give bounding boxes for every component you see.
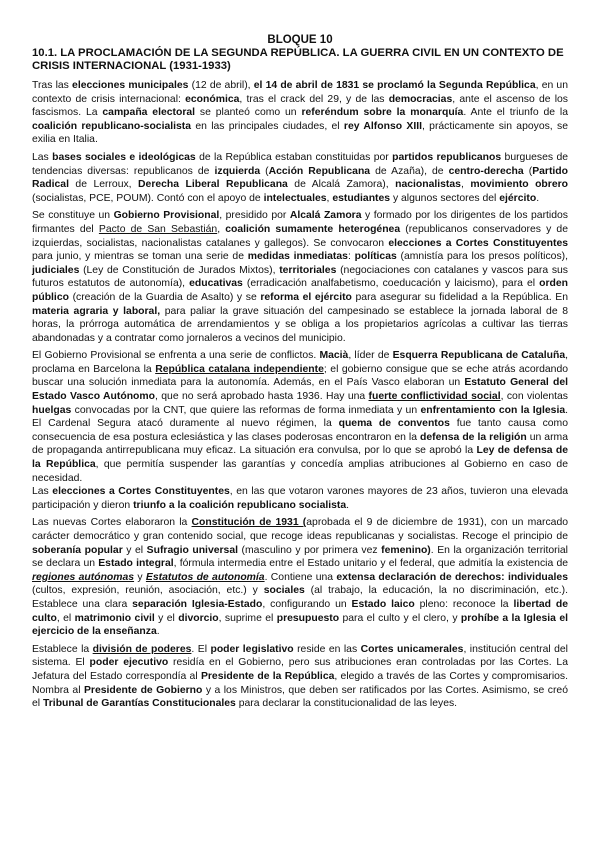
bold-text: Estatutos de autonomía xyxy=(145,571,265,583)
text-run: (masculino y por primera vez xyxy=(238,544,382,556)
text-run: (erradicación analfabetismo, coeducación y laicismo), para el xyxy=(242,278,540,290)
text-run: ( xyxy=(523,165,533,177)
text-run: un arma de propaganda antirrepublicana muy eficaz. La situación era convulsa, por lo que se aprobó la xyxy=(32,431,568,457)
paragraph xyxy=(32,485,568,512)
bold-text: rey Alfonso XIII xyxy=(343,120,422,132)
text-run: de la República estaban constituidas por xyxy=(195,151,393,163)
bold-text: Esquerra Republicana de Cataluña xyxy=(392,350,566,362)
bold-text: medidas inmediatas xyxy=(247,251,348,263)
text-run: El Gobierno Provisional se enfrenta a una serie de conflictos. xyxy=(32,350,320,362)
paragraph xyxy=(32,209,568,345)
text-run: y el xyxy=(154,612,179,624)
text-run: , xyxy=(326,192,333,204)
bold-text: partidos republicanos xyxy=(392,151,502,163)
text-run: (cultos, expresión, reunión, asociación, etc.) y xyxy=(32,585,264,597)
bold-text: Constitución de 1931 ( xyxy=(191,517,307,529)
text-run: . Contiene una xyxy=(264,571,337,583)
text-run: Se constituye un xyxy=(32,210,114,222)
text-run: para declarar la constitucionalidad de las leyes. xyxy=(235,698,458,710)
text-run: y el xyxy=(122,544,147,556)
paragraph xyxy=(32,349,568,485)
bold-text: divorcio xyxy=(178,612,219,624)
bold-text: Gobierno Provisional xyxy=(113,210,220,222)
text-run: , presidido por xyxy=(219,210,290,222)
bold-text: ejército xyxy=(499,192,537,204)
text-run: para el culto y el clero, y xyxy=(339,612,461,624)
text-run: , ante el ascenso de los fascismos. La xyxy=(32,93,568,119)
text-run: Las xyxy=(32,151,53,163)
bold-text: políticas xyxy=(354,251,397,263)
text-run: (12 de abril), xyxy=(188,80,254,91)
bold-text: huelgas xyxy=(32,404,72,416)
bold-text: fuerte conflictividad social xyxy=(368,391,501,403)
text-run: , que permitía suspender las garantías y concedía amplias atribuciones al Gobierno en caso de necesidad. xyxy=(32,459,568,484)
bold-text: Macià xyxy=(319,350,349,362)
bold-text: Alcalá Zamora xyxy=(289,210,362,222)
paragraph xyxy=(32,643,568,711)
text-run: para asegurar su fidelidad a la República. En xyxy=(351,291,568,303)
bold-text: bases sociales e ideológicas xyxy=(52,151,196,163)
bold-text: estudiantes xyxy=(332,192,391,204)
text-run: , en las que votaron varones mayores de 23 años, tuvieron una elevada participación y dieron xyxy=(32,486,569,511)
text-run: . xyxy=(156,626,160,638)
text-run: y algunos sectores del xyxy=(390,192,500,204)
paragraph xyxy=(32,151,568,205)
bold-text: educativas xyxy=(189,278,243,290)
text-run: . El xyxy=(191,643,211,655)
text-run: , con violentas xyxy=(500,391,568,403)
text-run: (republicanos conservadores y de izquierdas, socialistas, nacionalistas catalanes y gallegos). Se convocaron xyxy=(32,223,568,249)
bold-text: prohíbe a la Iglesia el ejercicio de la enseñanza xyxy=(32,612,568,638)
text-run: residía en el Gobierno, pero sus atribuciones eran controladas por las Cortes. La Jefatura del Estado correspondía al xyxy=(32,657,568,682)
bold-text: regiones autónomas xyxy=(32,571,135,583)
text-run: (Ley de Constitución de Jurados Mixtos), xyxy=(79,264,280,276)
text-run: , líder de xyxy=(348,350,393,362)
bold-text: orden público xyxy=(32,278,568,303)
text-run: . En la organización territorial se declara un xyxy=(32,544,568,570)
text-run: , elegido a través de las Cortes y compromisarios. Nombra al xyxy=(32,670,568,696)
bold-text: Tribunal de Garantías Constitucionales xyxy=(42,698,236,710)
text-run: , configurando un xyxy=(262,598,352,610)
bold-text: poder legislativo xyxy=(210,643,294,655)
bold-text: femenino) xyxy=(381,544,431,556)
bold-text: Estatuto General del Estado Vasco Autónomo xyxy=(32,377,568,403)
bold-text: coalición sumamente heterogénea xyxy=(225,223,401,235)
text-run: , proclama en Barcelona la xyxy=(32,350,568,375)
bold-text: Estado integral xyxy=(98,558,174,570)
text-run: de Azaña), de xyxy=(370,165,449,177)
text-run: para paliar la grave situación del campesinado se establece la jornada laboral de 8 horas, la prórroga automática de arrendamientos y se obliga a los propietarios agrícolas a cultivar las tierras abandonadas y a contratar como jornaleros a vecinos del municipio. xyxy=(32,305,568,344)
bold-text: matrimonio civil xyxy=(74,612,155,624)
bold-text: Ley de defensa de la República xyxy=(32,445,568,471)
text-run: Las xyxy=(32,486,53,498)
bold-text: defensa de la religión xyxy=(420,431,527,443)
bold-text: Cortes unicamerales xyxy=(360,643,464,655)
text-run: (amnistía para los presos políticos), xyxy=(396,251,569,263)
bold-text: centro-derecha xyxy=(448,165,524,177)
text-run: y xyxy=(134,571,146,583)
text-run: ; el gobierno consigue que se eche atrás acordando buscar una solución inmediata para la autonomía. Además, en el País Vasco elaboran un xyxy=(32,363,568,389)
text-run: aprobada el 9 de diciembre de 1931), con un marcado carácter democrático y gran contenido social, que recoge ideas republicanas y socialistas. Recoge el principio de xyxy=(32,517,568,542)
bold-text: triunfo a la coalición republicano socialista xyxy=(133,499,347,511)
text-run: , prácticamente sin apoyos, se exilia en Italia. xyxy=(32,120,568,146)
bold-text: extensa declaración de derechos: individuales xyxy=(336,571,568,583)
bold-text: República catalana independiente xyxy=(155,363,324,375)
text-run: y a los Ministros, que deben ser ratificados por las Cortes. Asimismo, se creó el xyxy=(32,684,568,710)
bold-text: campaña electoral xyxy=(102,107,196,119)
bold-text: poder ejecutivo xyxy=(89,657,169,669)
bold-text: Sufragio universal xyxy=(146,544,238,556)
bold-text: Acción Republicana xyxy=(268,165,371,177)
bold-text: referéndum sobre la monarquía xyxy=(301,107,464,119)
bold-text: intelectuales xyxy=(263,192,327,204)
block-title: BLOQUE 10 xyxy=(267,34,333,46)
text-run: (al trabajo, la educación, la no discriminación, etc.). Establece una clara xyxy=(32,585,568,610)
text-run: pleno: reconoce la xyxy=(414,598,514,610)
text-run: de Alcalá Zamora), xyxy=(287,179,396,191)
text-run: burgueses de tendencias diversas: republicanos de xyxy=(32,151,568,177)
bold-text: Derecha Liberal Republicana xyxy=(138,179,288,191)
text-run: en las principales ciudades, el xyxy=(191,120,344,132)
bold-text: elecciones municipales xyxy=(72,80,189,91)
bold-text: económica xyxy=(185,93,240,105)
bold-text: coalición republicano-socialista xyxy=(32,120,192,132)
text-run: . xyxy=(536,192,540,204)
text-run: ( xyxy=(260,165,269,177)
bold-text: reforma el ejército xyxy=(260,291,352,303)
text-run: Tras las xyxy=(32,80,73,91)
bold-text: elecciones a Cortes Constituyentes xyxy=(52,486,230,498)
bold-text: materia agraria y laboral, xyxy=(32,305,161,317)
bold-text: enfrentamiento con la Iglesia xyxy=(420,404,566,416)
text-run: reside en las xyxy=(293,643,361,655)
bold-text: soberanía popular xyxy=(32,544,123,556)
text-run: Las nuevas Cortes elaboraron la xyxy=(32,517,192,529)
bold-text: territoriales xyxy=(279,264,337,276)
bold-text: Partido Radical xyxy=(32,165,568,191)
bold-text: judiciales xyxy=(32,264,80,276)
text-run: , que no será aprobado hasta 1936. Hay una xyxy=(155,391,369,403)
bold-text: Presidente de Gobierno xyxy=(83,684,203,696)
text-run: y formado por los dirigentes de los partidos firmantes del xyxy=(32,210,568,235)
bold-text: elecciones a Cortes Constituyentes xyxy=(388,237,568,249)
bold-text: sociales xyxy=(263,585,305,597)
text-run: (negociaciones con catalanes y vascos para sus futuros estatutos de autonomía), xyxy=(32,264,568,290)
text-run: convocadas por la CNT, que quiere las reformas de forma inmediata y un xyxy=(71,404,421,416)
text-run: , el xyxy=(56,612,75,624)
text-run: para junio, y mientras se toman una serie de xyxy=(32,251,248,263)
bold-text: quema de conventos xyxy=(338,418,450,430)
bold-text: izquierda xyxy=(214,165,261,177)
bold-text: presupuesto xyxy=(276,612,340,624)
text-run: , xyxy=(460,179,471,191)
paragraph xyxy=(32,516,568,638)
bold-text: libertad de culto xyxy=(32,598,568,624)
document-body xyxy=(32,79,568,715)
bold-text: división de poderes xyxy=(92,643,192,655)
text-run: de Lerroux, xyxy=(68,179,139,191)
text-run: , xyxy=(217,223,226,235)
bold-text: Estado laico xyxy=(351,598,415,610)
text-run: . xyxy=(346,499,350,511)
bold-text: nacionalistas xyxy=(395,179,461,191)
paragraph xyxy=(32,79,568,147)
text-run: fue tanto causa como consecuencia de esa postura eclesiástica y las clases poderosas encontraron en la xyxy=(32,418,568,443)
section-title: 10.1. LA PROCLAMACIÓN DE LA SEGUNDA REPÚBLICA. LA GUERRA CIVIL EN UN CONTEXTO DE CRISIS INTERNACIONAL (1931-1933) xyxy=(32,47,564,73)
text-run: , suprime el xyxy=(218,612,277,624)
bold-text: democracias xyxy=(388,93,453,105)
text-run: . El Cardenal Segura atacó duramente al nuevo régimen, la xyxy=(32,404,568,430)
text-run: se planteó como un xyxy=(195,107,302,119)
text-run: . Ante el triunfo de la xyxy=(463,107,568,119)
text-run: : xyxy=(347,251,355,263)
text-run: , en un contexto de crisis internacional: xyxy=(32,80,568,105)
bold-text: Presidente de la República xyxy=(200,670,335,682)
bold-text: el 14 de abril de 1831 se proclamó la Segunda República xyxy=(253,80,536,91)
bold-text: movimiento obrero xyxy=(470,179,568,191)
bold-text: separación Iglesia-Estado xyxy=(132,598,263,610)
text-run: , tras el crack del 29, y de las xyxy=(239,93,389,105)
underlined-text: Pacto de San Sebastián xyxy=(98,223,218,235)
text-run: Establece la xyxy=(32,643,93,655)
text-run: (creación de la Guardia de Asalto) y se xyxy=(68,291,261,303)
text-run: (socialistas, PCE, POUM). Contó con el apoyo de xyxy=(32,192,264,204)
text-run: , institución central del sistema. El xyxy=(32,643,568,669)
text-run: , fórmula intermedia entre el Estado unitario y el federal, que admitía la existencia de xyxy=(173,558,568,570)
